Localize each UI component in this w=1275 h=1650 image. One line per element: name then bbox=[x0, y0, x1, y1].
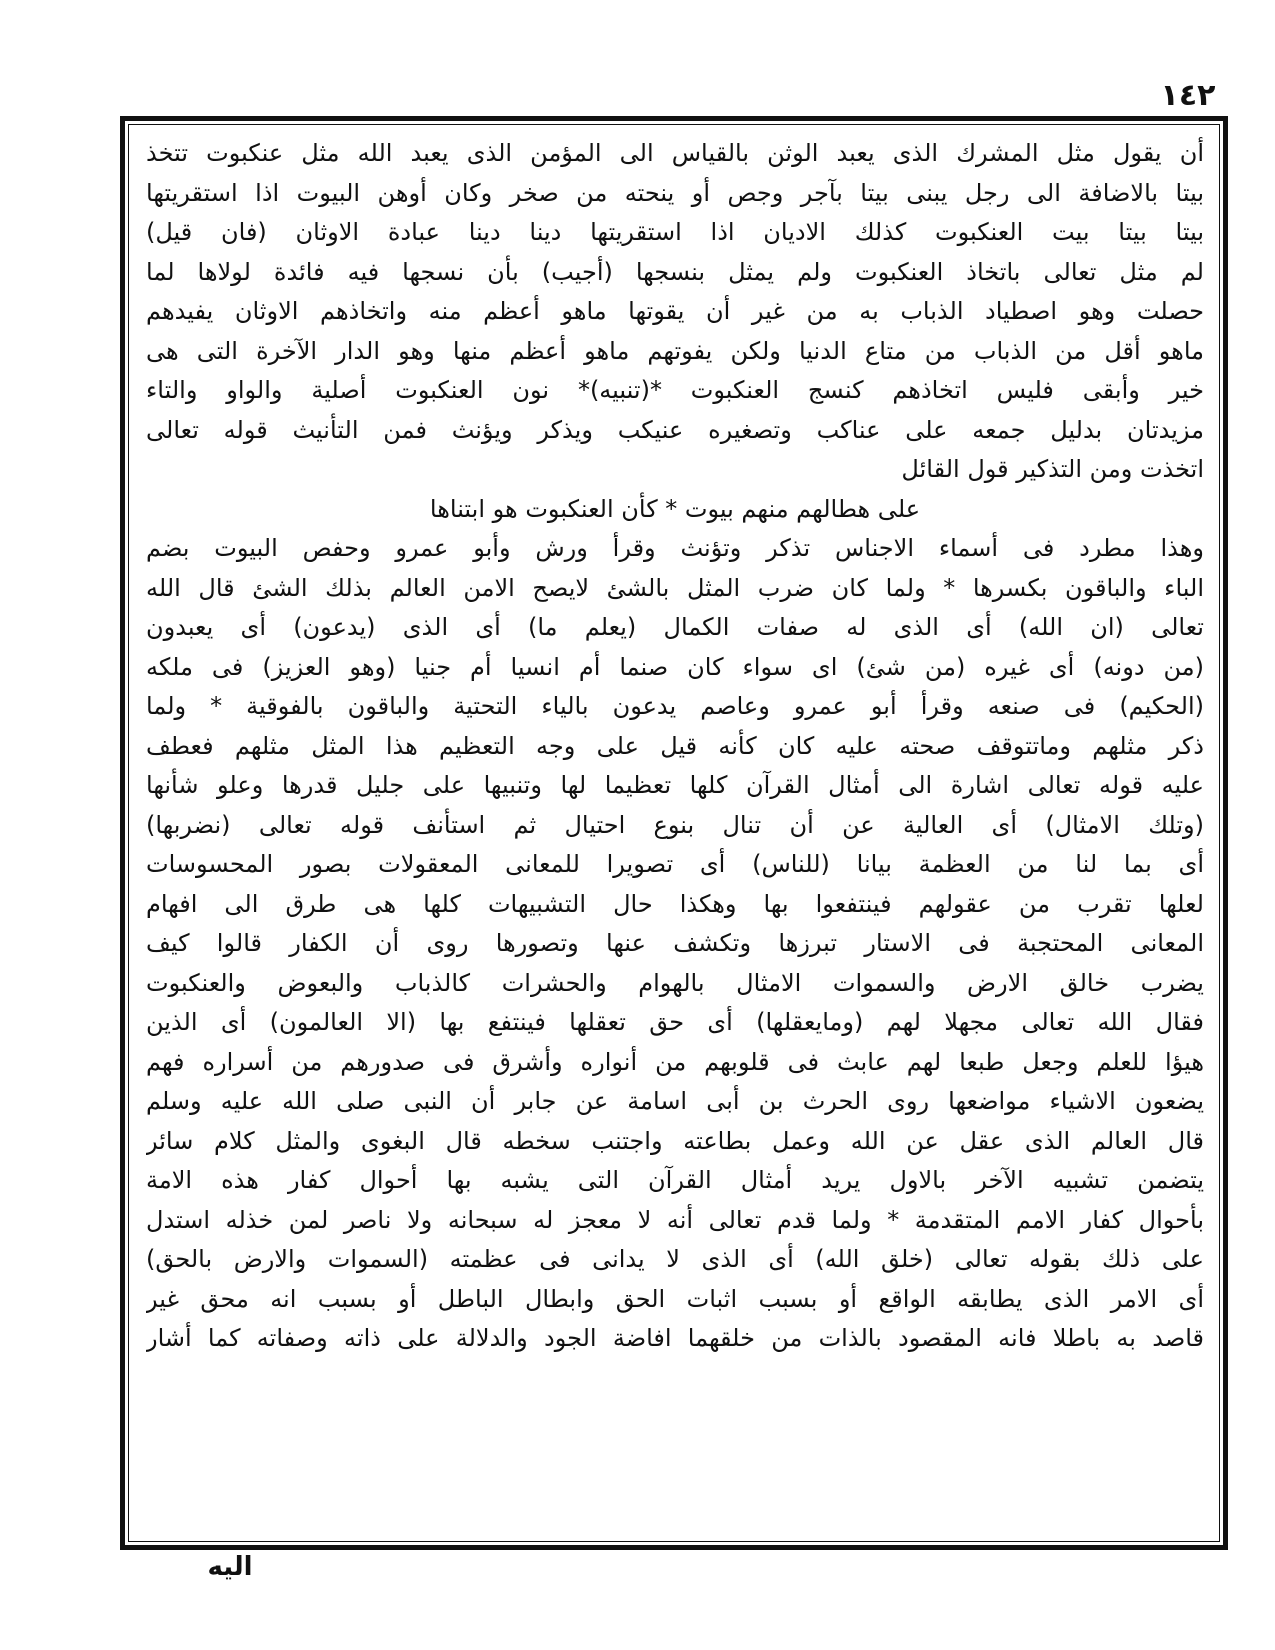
text-line: خير وأبقى فليس اتخاذهم كنسج العنكبوت *(تنبيه)* نون العنكبوت أصلية والواو والتاء bbox=[146, 376, 1204, 404]
text-line: مزيدتان بدليل جمعه على عناكب وتصغيره عنيكب ويذكر ويؤنث فمن التأنيث قوله تعالى bbox=[146, 415, 1204, 444]
verse-line: على هطالهم منهم بيوت * كأن العنكبوت هو ابتناها bbox=[429, 494, 921, 523]
catchword: اليه bbox=[207, 1552, 253, 1582]
text-line: ماهو أقل من الذباب من متاع الدنيا ولكن يفوتهم ماهو أعظم منها وهو الدار الآخرة التى هى bbox=[146, 336, 1204, 365]
text-line: قاصد به باطلا فانه المقصود بالذات من خلقهما افاضة الجود والدلالة على ذاته وصفاته كما أشار bbox=[146, 1324, 1204, 1352]
page-number: ١٤٢ bbox=[1160, 78, 1216, 113]
text-line: أى الامر الذى يطابقه الواقع أو بسبب اثبات الحق وابطال الباطل أو بسبب انه محق غير bbox=[146, 1284, 1204, 1313]
text-line: (الحكيم) فى صنعه وقرأ أبو عمرو وعاصم يدعون بالياء التحتية والباقون بالفوقية * ولما bbox=[146, 692, 1204, 720]
text-line: ذكر مثلهم وماتتوقف صحته عليه كان كأنه قيل على وجه التعظيم هذا المثل مثلهم فعطف bbox=[146, 731, 1204, 760]
text-line: لم مثل تعالى باتخاذ العنكبوت ولم يمثل بنسجها (أجيب) بأن نسجها فيه فائدة لولاها لما bbox=[146, 257, 1204, 286]
text-line: أن يقول مثل المشرك الذى يعبد الوثن بالقياس الى المؤمن الذى يعبد الله مثل عنكبوت تتخذ bbox=[146, 139, 1204, 167]
text-line: بيتا بالاضافة الى رجل يبنى بيتا بآجر وجص أو ينحته من صخر وكان أوهن البيوت اذا استقريتها bbox=[146, 178, 1204, 207]
text-line: هيؤا للعلم وجعل طبعا لهم عابث فى قلوبهم من أنواره وأشرق فى صدورهم من أسراره فهم bbox=[146, 1047, 1204, 1076]
text-line: تعالى (ان الله) أى الذى له صفات الكمال (يعلم ما) أى الذى (يدعون) أى يعبدون bbox=[146, 613, 1204, 641]
text-line: عليه قوله تعالى اشارة الى أمثال القرآن كلها تعظيما لها وتنبيها على جليل قدرها وعلو شأنها bbox=[146, 771, 1204, 799]
text-line: يضرب خالق الارض والسموات الامثال بالهوام والحشرات كالذباب والبعوض والعنكبوت bbox=[146, 968, 1204, 997]
text-line: فقال الله تعالى مجهلا لهم (ومايعقلها) أى حق تعقلها فينتفع بها (الا العالمون) أى الذين bbox=[146, 1008, 1204, 1036]
text-line: حصلت وهو اصطياد الذباب به من غير أن يقوتها ماهو أعظم منه واتخاذهم الاوثان يفيدهم bbox=[146, 297, 1204, 325]
text-line: (وتلك الامثال) أى العالية عن أن تنال بنوع احتيال ثم استأنف قوله تعالى (نضربها) bbox=[146, 810, 1204, 839]
text-line: الباء والباقون بكسرها * ولما كان ضرب المثل بالشئ لايصح الامن العالم بذلك الشئ قال الله bbox=[146, 573, 1204, 602]
text-line: (من دونه) أى غيره (من شئ) اى سواء كان صنما أم انسيا أم جنيا (وهو العزيز) فى ملكه bbox=[146, 652, 1204, 681]
text-line: بأحوال كفار الامم المتقدمة * ولما قدم تعالى أنه لا معجز له سبحانه ولا ناصر لمن خذله استدل bbox=[146, 1205, 1204, 1234]
text-line: المعانى المحتجبة فى الاستار تبرزها وتكشف عنها وتصورها روى أن الكفار قالوا كيف bbox=[146, 929, 1204, 957]
text-line: على ذلك بقوله تعالى (خلق الله) أى الذى لا يدانى فى عظمته (السموات والارض بالحق) bbox=[146, 1245, 1204, 1273]
text-line: اتخذت ومن التذكير قول القائل bbox=[901, 455, 1204, 483]
text-line: لعلها تقرب من عقولهم فينتفعوا بها وهكذا حال التشبيهات كلها هى طرق الى افهام bbox=[146, 889, 1204, 918]
text-line: قال العالم الذى عقل عن الله وعمل بطاعته واجتنب سخطه قال البغوى والمثل كلام سائر bbox=[146, 1126, 1204, 1155]
text-line: يتضمن تشبيه الآخر بالاول يريد أمثال القرآن التى يشبه بها أحوال كفار هذه الامة bbox=[146, 1166, 1204, 1194]
text-line: أى بما لنا من العظمة بيانا (للناس) أى تصويرا للمعانى المعقولات بصور المحسوسات bbox=[146, 850, 1204, 878]
text-line: بيتا بيتا بيت العنكبوت كذلك الاديان اذا استقريتها دينا دينا عبادة الاوثان (فان قيل) bbox=[146, 218, 1204, 246]
text-line: وهذا مطرد فى أسماء الاجناس تذكر وتؤنث وقرأ ورش وأبو عمرو وحفص البيوت بضم bbox=[146, 534, 1204, 562]
text-line: يضعون الاشياء مواضعها روى الحرث بن أبى اسامة عن جابر أن النبى صلى الله عليه وسلم bbox=[146, 1087, 1204, 1115]
main-text-block bbox=[146, 134, 1204, 1534]
